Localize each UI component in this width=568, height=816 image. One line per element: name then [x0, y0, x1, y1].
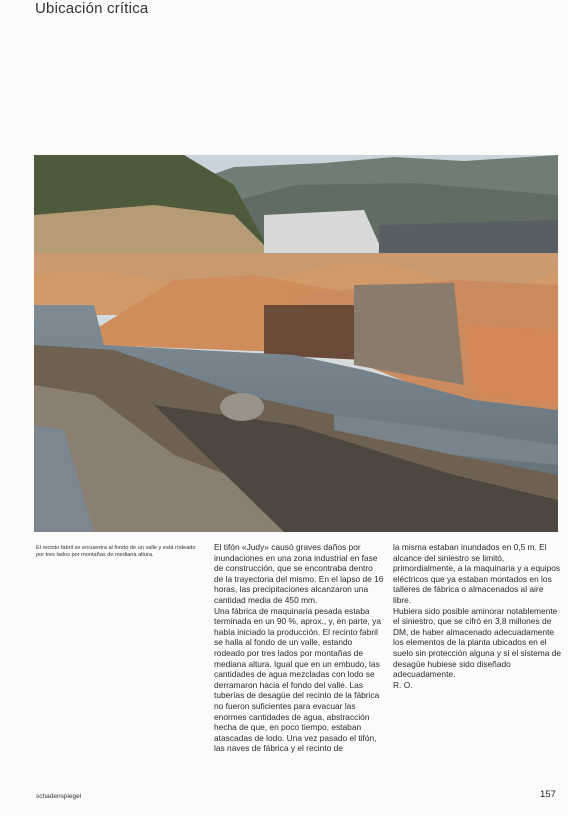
paragraph: Una fábrica de maquinaria pesada estaba terminada en un 90 %, aprox., y, en parte, ya había iniciado la producción. El recinto fabril se halla al fondo de un valle, estando rodeado por tres lados por montañas de mediana altura. Igual que en un embudo, las cantidades de agua mezcladas con lodo se derramaron hacia el fondo del valle. Las tuberías de desagüe del recinto de la fábrica no fueron suficientes para evacuar las enormes cantidades de agua, abstracción hecha de que, en poco tiempo, estaban atascadas de lodo. Una vez pasado el tifón, las naves de fábrica y el recinto de	[214, 605, 381, 754]
page-title: Ubicación crítica	[35, 0, 149, 17]
paragraph: El tifón «Judy» causó graves daños por inundaciones en una zona industrial en fase de construcción, que se encontraba dentro de la trayectoria del mismo. En el lapso de 16 horas, las precipitaciones alcanzaron una cantidad media de 450 mm.	[214, 542, 384, 605]
flooded-factory-photo	[34, 155, 558, 532]
photo-caption: El recinto fabril se encuentra al fondo de un valle y está rodeado por tres lados por montañas de mediana altura.	[36, 545, 196, 558]
page-number: 157	[540, 789, 556, 800]
publication-name: schadenspiegel	[36, 793, 82, 800]
article-column-1	[214, 542, 384, 754]
article-column-2	[393, 542, 563, 690]
paragraph: la misma estaban inundados en 0,5 m. El alcance del siniestro se limitó, primordialmente, a la maquinaria y a equipos eléctricos que ya estaban montados en los talleres de fábrica o almacenados al aire libre.	[393, 542, 561, 605]
paragraph: Hubiera sido posible aminorar notablemente el siniestro, que se cifró en 3,8 millones de DM, de haber almacenado adecuadamente los elementos de la planta ubicados en el suelo sin protección alguna y si el sistema de desagüe hubiese sido diseñado adecuadamente.	[393, 605, 562, 680]
author-initials: R. O.	[393, 679, 413, 690]
